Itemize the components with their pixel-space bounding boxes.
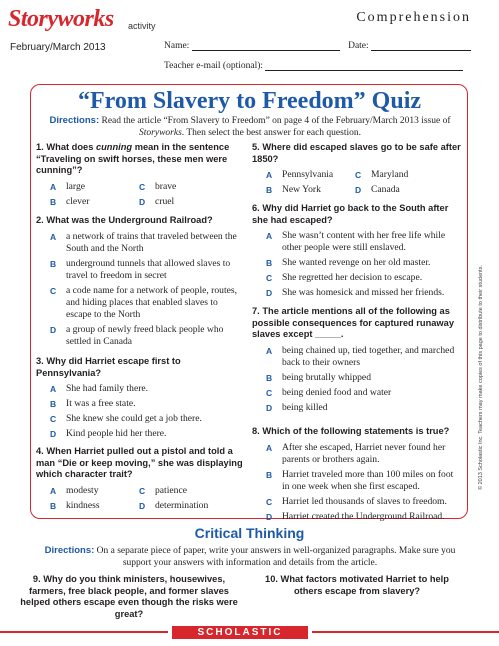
answer-options [266, 169, 436, 199]
question-3 [36, 356, 246, 443]
option-c[interactable]: C She regretted her decision to escape. [266, 272, 423, 283]
question-text: 1. What does cunning mean in the sentence “Traveling on swift horses, these men were cunning”? [36, 142, 230, 175]
name-field [164, 41, 471, 51]
option-c[interactable]: C She knew she could get a job there. [50, 413, 202, 424]
critical-thinking-title: Critical Thinking [194, 525, 305, 541]
date-label: Date: [348, 41, 369, 51]
question-5 [252, 142, 462, 199]
directions-label: Directions: [49, 115, 100, 126]
option-d[interactable]: D determination [139, 499, 209, 511]
question-text: 4. When Harriet pulled out a pistol and told a man “Die or keep moving,” she was displaying which character trait? [36, 446, 243, 479]
option-b[interactable]: B being brutally whipped [266, 371, 371, 383]
option-a[interactable]: A She wasn’t content with her free life while other people were still enslaved. [266, 230, 446, 253]
option-b[interactable]: B clever [50, 195, 90, 207]
option-c[interactable]: C a code name for a network of people, routes, and hiding places that enabled slaves to escape to the North [50, 284, 238, 320]
question-text: 3. Why did Harriet escape first to Pennsylvania? [36, 356, 181, 378]
option-b[interactable]: B It was a free state. [50, 398, 136, 409]
option-c[interactable]: C brave [139, 180, 177, 192]
answer-options [50, 485, 220, 515]
activity-label: activity [128, 21, 156, 31]
option-d[interactable]: D Kind people hid her there. [50, 428, 167, 439]
copyright-note: © 2013 Scholastic Inc. Teachers may make copies of this page to distribute to their students. [478, 265, 484, 490]
directions-label: Directions: [44, 545, 95, 556]
email-label: Teacher e-mail (optional): [164, 61, 264, 71]
footer-rule-right [312, 631, 499, 633]
question-text: 2. What was the Underground Railroad? [36, 215, 213, 225]
answer-options [50, 231, 240, 348]
question-7 [252, 306, 462, 417]
question-6 [252, 203, 462, 302]
quiz-directions: Directions: Read the article “From Slavery to Freedom” on page 4 of the February/March 2013 issue of Storyworks. Then select the best answer for each question. [49, 115, 451, 138]
critical-thinking-directions: Directions: On a separate piece of paper, write your answers in well-organized paragraphs. Make sure you support your answers with information and details from the article. [44, 545, 456, 568]
option-c[interactable]: C patience [139, 484, 187, 496]
option-a[interactable]: A Pennsylvania [266, 169, 334, 180]
name-input-line[interactable] [192, 41, 340, 51]
issue-date: February/March 2013 [10, 42, 106, 53]
option-d[interactable]: D She was homesick and missed her friends. [266, 287, 445, 298]
option-d[interactable]: D Harriet created the Underground Railroad. [266, 510, 445, 522]
date-input-line[interactable] [371, 41, 471, 51]
footer [0, 626, 499, 638]
option-a[interactable]: A She had family there. [50, 383, 149, 394]
option-b[interactable]: B underground tunnels that allowed slaves to travel to freedom in secret [50, 257, 231, 281]
option-c[interactable]: C being denied food and water [266, 386, 392, 398]
option-a[interactable]: A a network of trains that traveled between the South and the North [50, 230, 237, 254]
option-d[interactable]: D cruel [139, 195, 175, 207]
question-2 [36, 215, 246, 351]
option-b[interactable]: B She wanted revenge on her old master. [266, 257, 431, 268]
option-c[interactable]: C Harriet led thousands of slaves to freedom. [266, 495, 447, 507]
question-1 [36, 142, 246, 211]
option-a[interactable]: A being chained up, tied together, and marched back to their owners [266, 344, 455, 368]
name-label: Name: [164, 41, 190, 51]
option-a[interactable]: A After she escaped, Harriet never found her parents or brothers again. [266, 441, 446, 465]
question-10: 10. What factors motivated Harriet to help others escape from slavery? [265, 574, 449, 596]
answer-options [266, 345, 462, 414]
storyworks-logo: Storyworks [8, 6, 114, 32]
answer-options [266, 442, 462, 523]
email-input-line[interactable] [265, 61, 463, 71]
footer-rule-left [0, 631, 168, 633]
answer-options [266, 230, 462, 299]
question-text: 8. Which of the following statements is true? [252, 426, 450, 436]
section-title: Comprehension [356, 10, 471, 25]
question-text: 6. Why did Harriet go back to the South after she had escaped? [252, 203, 449, 225]
question-8 [252, 426, 462, 526]
scholastic-logo: SCHOLASTIC [172, 626, 308, 639]
email-field [164, 61, 463, 71]
option-d[interactable]: D a group of newly freed black people who settled in Canada [50, 323, 224, 347]
option-b[interactable]: B Harriet traveled more than 100 miles on foot in one week when she first escaped. [266, 468, 454, 492]
answer-options [50, 181, 220, 211]
option-a[interactable]: A large [50, 180, 86, 192]
question-4 [36, 446, 246, 515]
option-a[interactable]: A modesty [50, 484, 99, 496]
question-9: 9. Why do you think ministers, housewives, farmers, free black people, and former slaves helped others escape even though the risks were great? [20, 574, 238, 619]
answer-options [50, 383, 240, 440]
question-text: 5. Where did escaped slaves go to be safe after 1850? [252, 142, 461, 164]
option-d[interactable]: D being killed [266, 401, 328, 413]
option-b[interactable]: B kindness [50, 499, 100, 511]
option-b[interactable]: B New York [266, 184, 321, 195]
quiz-title: “From Slavery to Freedom” Quiz [77, 88, 422, 114]
option-d[interactable]: D Canada [355, 184, 400, 195]
question-text: 7. The article mentions all of the following as possible consequences for captured runaway slaves except _____. [252, 306, 455, 339]
option-c[interactable]: C Maryland [355, 169, 409, 180]
